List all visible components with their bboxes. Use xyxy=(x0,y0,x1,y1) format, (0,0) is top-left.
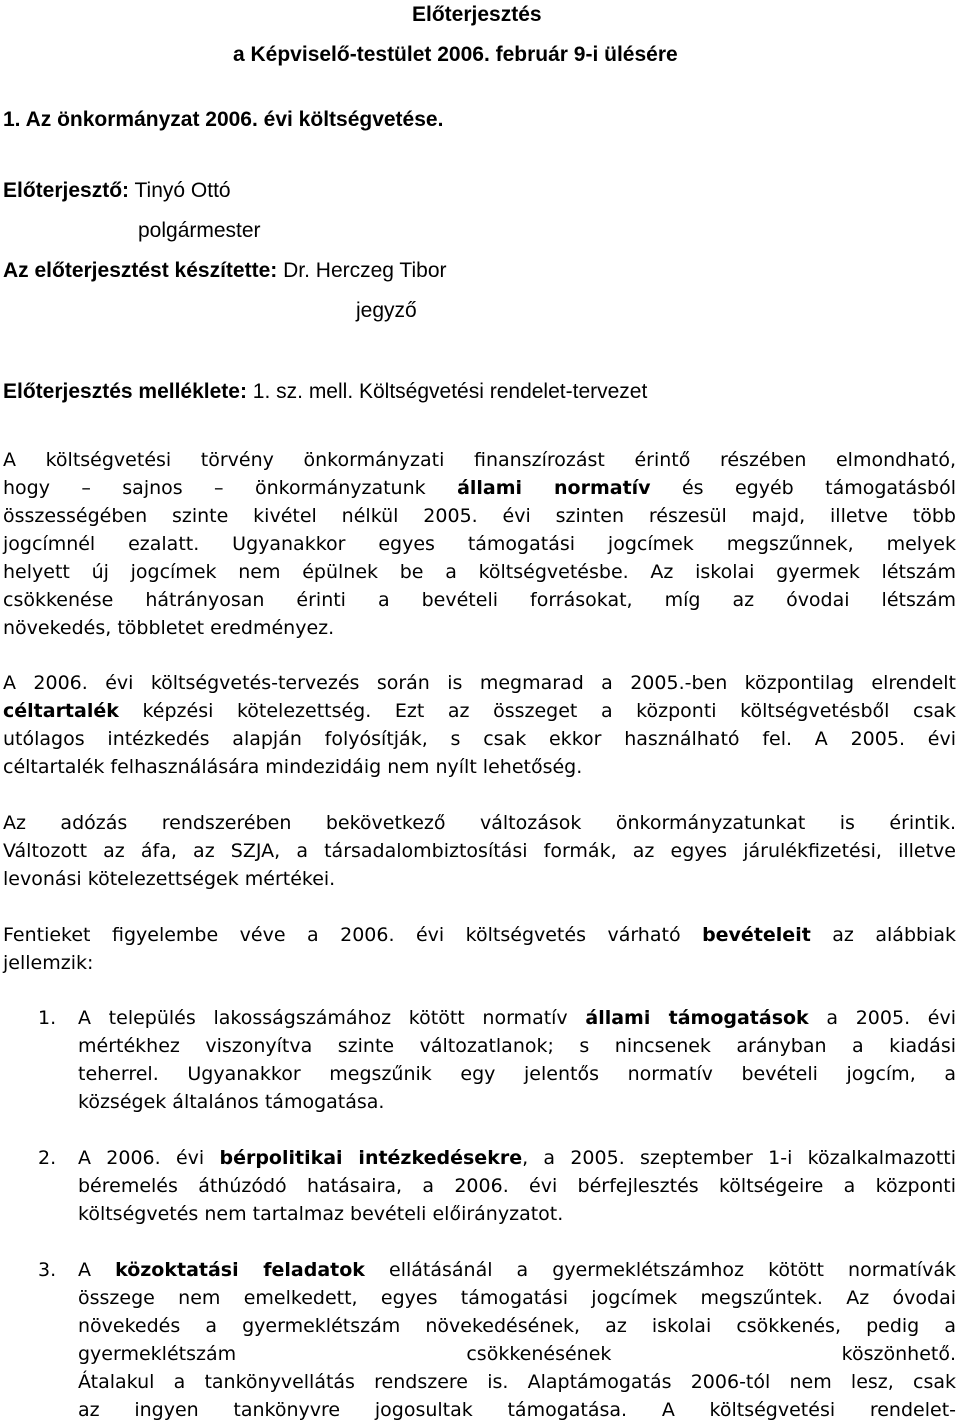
text-line: teherrel. Ugyanakkor megszűnik egy jelentős normatív bevételi jogcím, a xyxy=(78,1063,956,1085)
presenter-name: Tinyó Ottó xyxy=(134,179,231,202)
prepared-by-label: Az előterjesztést készítette: xyxy=(3,259,278,282)
text-line: az ingyen tankönyvre jogosultak támogatása. A költségvetési rendelet- xyxy=(78,1399,956,1421)
attachment-label: Előterjesztés melléklete: xyxy=(3,380,247,403)
text-line: levonási kötelezettségek mértékei. xyxy=(3,868,336,890)
text-line: növekedés a gyermeklétszám növekedésének, az iskolai csökkenés, pedig a xyxy=(78,1315,956,1337)
text-line: gyermeklétszám csökkenésének köszönhető. xyxy=(78,1343,956,1365)
text-line: Fentieket figyelembe véve a 2006. évi költségvetés várható bevételeit az alábbiak xyxy=(3,924,956,946)
text-line: Változott az áfa, az SZJA, a társadalombiztosítási formák, az egyes járulékfizetési, illetve xyxy=(3,840,956,862)
text-line: hogy – sajnos – önkormányzatunk állami normatív és egyéb támogatásból xyxy=(3,477,957,499)
text-line: A település lakosságszámához kötött normatív állami támogatások a 2005. évi xyxy=(78,1007,957,1029)
text-line: helyett új jogcímek nem épülnek be a költségvetésbe. Az iskolai gyermek létszám xyxy=(3,561,956,583)
presenter-line xyxy=(3,179,231,203)
list-item-number: 1. xyxy=(38,1007,57,1029)
prepared-by-role: jegyző xyxy=(356,299,417,322)
attachment-line xyxy=(3,380,647,404)
paragraph-4 xyxy=(3,921,956,977)
list-item-number: 3. xyxy=(38,1259,57,1281)
list-item-number: 2. xyxy=(38,1147,57,1169)
text-line: összege nem emelkedett, egyes támogatási jogcímek megszűntek. Az óvodai xyxy=(78,1287,956,1309)
text-line: jogcímnél ezalatt. Ugyanakkor egyes támogatási jogcímek megszűnnek, melyek xyxy=(3,533,956,555)
text-line: A költségvetési törvény önkormányzati finanszírozást érintő részében elmondható, xyxy=(3,449,956,471)
paragraph-1 xyxy=(3,446,956,642)
text-line: jellemzik: xyxy=(3,952,94,974)
paragraph-3 xyxy=(3,809,956,893)
text-line: összességében szinte kivétel nélkül 2005. évi szinten részesül majd, illetve több xyxy=(3,505,956,527)
text-line: A 2006. évi bérpolitikai intézkedésekre, a 2005. szeptember 1-i közalkalmazotti xyxy=(78,1147,956,1169)
paragraph-2 xyxy=(3,669,956,781)
presenter-label: Előterjesztő: xyxy=(3,179,130,202)
text-line: Átalakul a tankönyvellátás rendszere is. Alaptámogatás 2006-tól nem lesz, csak xyxy=(78,1371,956,1393)
text-line: növekedés, többletet eredményez. xyxy=(3,617,335,639)
text-line: költségvetés nem tartalmaz bevételi előirányzatot. xyxy=(78,1203,564,1225)
text-line: Az adózás rendszerében bekövetkező változások önkormányzatunkat is érintik. xyxy=(3,812,956,834)
text-line: csökkenése hátrányosan érinti a bevételi forrásokat, míg az óvodai létszám xyxy=(3,589,956,611)
agenda-item: 1. Az önkormányzat 2006. évi költségvetése. xyxy=(3,108,444,131)
prepared-by-line xyxy=(3,259,447,283)
text-line: mértékhez viszonyítva szinte változatlanok; s nincsenek arányban a kiadási xyxy=(78,1035,956,1057)
attachment-value: 1. sz. mell. Költségvetési rendelet-tervezet xyxy=(252,380,648,403)
text-line: községek általános támogatása. xyxy=(78,1091,385,1113)
text-line: béremelés áthúzódó hatásaira, a 2006. évi bérfejlesztés költségeire a központi xyxy=(78,1175,956,1197)
text-line: A közoktatási feladatok ellátásánál a gyermeklétszámhoz kötött normatívák xyxy=(78,1259,956,1281)
text-line: céltartalék felhasználására mindezidáig nem nyílt lehetőség. xyxy=(3,756,583,778)
text-line: céltartalék képzési kötelezettség. Ezt az összeget a központi költségvetésből csak xyxy=(3,700,956,722)
presenter-role: polgármester xyxy=(138,219,261,242)
document-subtitle: a Képviselő-testület 2006. február 9-i ülésére xyxy=(233,43,678,66)
text-line: utólagos intézkedés alapján folyósítják, s csak ekkor használható fel. A 2005. évi xyxy=(3,728,956,750)
document-title: Előterjesztés xyxy=(412,3,542,26)
text-line: A 2006. évi költségvetés-tervezés során is megmarad a 2005.-ben központilag elrendelt xyxy=(3,672,956,694)
prepared-by-name: Dr. Herczeg Tibor xyxy=(283,259,447,282)
